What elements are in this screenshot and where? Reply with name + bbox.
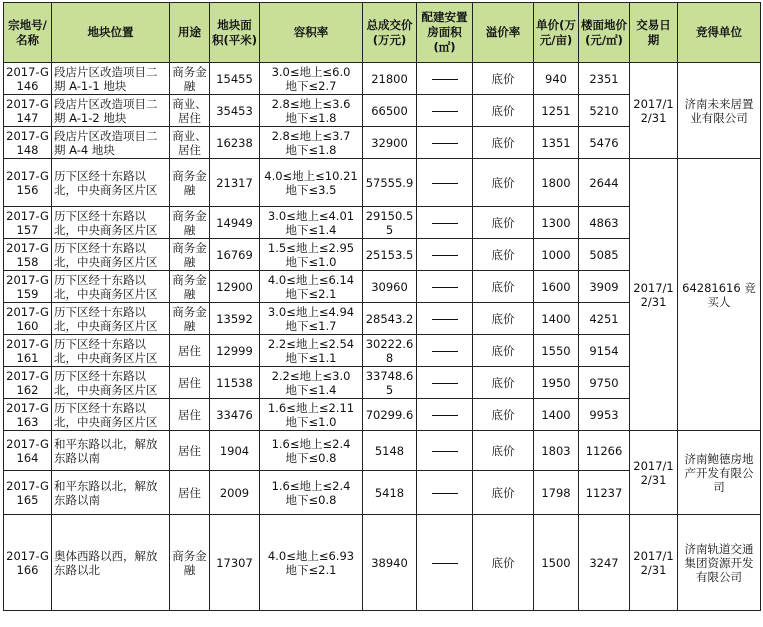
winner-cell: 济南鲍德房地产开发有限公司 xyxy=(678,431,761,515)
total-cell: 38940 xyxy=(363,515,417,611)
empty-dash xyxy=(432,351,458,352)
area-cell: 16238 xyxy=(210,127,260,159)
unit-cell: 1300 xyxy=(534,207,579,239)
far-above-ground: 4.0≤地上≤10.21 xyxy=(264,168,358,183)
id-cell: 2017-G147 xyxy=(4,95,52,127)
loc-cell: 历下区经十东路以北，中央商务区片区 xyxy=(52,207,170,239)
far-cell xyxy=(260,431,363,471)
floor-cell: 2351 xyxy=(579,63,630,95)
far-above-ground: 2.8≤地上≤3.6 xyxy=(271,96,351,111)
loc-cell: 和平东路以北，解放东路以南 xyxy=(52,471,170,515)
header-cell: 交易日期 xyxy=(630,3,678,63)
id-cell: 2017-G162 xyxy=(4,367,52,399)
floor-cell: 3247 xyxy=(579,515,630,611)
empty-dash xyxy=(432,143,458,144)
premium-cell: 底价 xyxy=(473,127,534,159)
header-cell: 楼面地价(元/㎡) xyxy=(579,3,630,63)
use-cell: 商务金融 xyxy=(170,63,210,95)
loc-cell: 段店片区改造项目二期 A-1-2 地块 xyxy=(52,95,170,127)
far-cell xyxy=(260,63,363,95)
resettle-area-cell xyxy=(417,127,473,159)
header-cell: 用途 xyxy=(170,3,210,63)
table-row xyxy=(4,63,761,95)
far-above-ground: 2.8≤地上≤3.7 xyxy=(271,128,351,143)
use-cell: 商务金融 xyxy=(170,303,210,335)
header-cell: 容积率 xyxy=(260,3,363,63)
unit-cell: 1798 xyxy=(534,471,579,515)
far-cell xyxy=(260,95,363,127)
use-cell: 居住 xyxy=(170,367,210,399)
empty-dash xyxy=(432,319,458,320)
far-cell xyxy=(260,335,363,367)
empty-dash xyxy=(432,563,458,564)
total-cell: 57555.9 xyxy=(363,159,417,207)
total-cell: 29150.55 xyxy=(363,207,417,239)
total-cell: 66500 xyxy=(363,95,417,127)
premium-cell: 底价 xyxy=(473,335,534,367)
use-cell: 商务金融 xyxy=(170,159,210,207)
total-cell: 33748.65 xyxy=(363,367,417,399)
far-above-ground: 3.0≤地上≤4.94 xyxy=(267,304,355,319)
resettle-area-cell xyxy=(417,399,473,431)
header-cell: 竞得单位 xyxy=(678,3,761,63)
unit-cell: 1400 xyxy=(534,303,579,335)
table-row xyxy=(4,159,761,207)
far-cell xyxy=(260,367,363,399)
far-cell xyxy=(260,515,363,611)
id-cell: 2017-G161 xyxy=(4,335,52,367)
winner-cell: 64281616 竞买人 xyxy=(678,159,761,431)
use-cell: 商业、居住 xyxy=(170,127,210,159)
far-above-ground: 2.2≤地上≤2.54 xyxy=(267,336,355,351)
id-cell: 2017-G159 xyxy=(4,271,52,303)
unit-cell: 1550 xyxy=(534,335,579,367)
floor-cell: 5085 xyxy=(579,239,630,271)
winner-cell: 济南轨道交通集团资源开发有限公司 xyxy=(678,515,761,611)
premium-cell: 底价 xyxy=(473,515,534,611)
unit-cell: 940 xyxy=(534,63,579,95)
resettle-area-cell xyxy=(417,367,473,399)
header-cell: 单价(万元/亩) xyxy=(534,3,579,63)
id-cell: 2017-G166 xyxy=(4,515,52,611)
unit-cell: 1351 xyxy=(534,127,579,159)
floor-cell: 5476 xyxy=(579,127,630,159)
far-below-ground: 地下≤2.1 xyxy=(285,562,337,577)
floor-cell: 11266 xyxy=(579,431,630,471)
loc-cell: 历下区经十东路以北，中央商务区片区 xyxy=(52,303,170,335)
empty-dash xyxy=(432,415,458,416)
use-cell: 居住 xyxy=(170,399,210,431)
area-cell: 15455 xyxy=(210,63,260,95)
empty-dash xyxy=(432,183,458,184)
far-above-ground: 1.6≤地上≤2.4 xyxy=(271,436,351,451)
id-cell: 2017-G164 xyxy=(4,431,52,471)
resettle-area-cell xyxy=(417,271,473,303)
id-cell: 2017-G157 xyxy=(4,207,52,239)
premium-cell: 底价 xyxy=(473,471,534,515)
unit-cell: 1251 xyxy=(534,95,579,127)
header-cell: 配建安置房面积(㎡) xyxy=(417,3,473,63)
trade-date-cell: 2017/12/31 xyxy=(630,159,678,431)
loc-cell: 历下区经十东路以北，中央商务区片区 xyxy=(52,335,170,367)
far-below-ground: 地下≤2.7 xyxy=(285,78,337,93)
far-above-ground: 1.6≤地上≤2.4 xyxy=(271,478,351,493)
area-cell: 1904 xyxy=(210,431,260,471)
far-cell xyxy=(260,239,363,271)
unit-cell: 1400 xyxy=(534,399,579,431)
empty-dash xyxy=(432,255,458,256)
unit-cell: 1950 xyxy=(534,367,579,399)
floor-cell: 2644 xyxy=(579,159,630,207)
resettle-area-cell xyxy=(417,63,473,95)
far-below-ground: 地下≤1.8 xyxy=(285,142,337,157)
far-below-ground: 地下≤3.5 xyxy=(285,182,337,197)
header-cell: 地块面积(平米) xyxy=(210,3,260,63)
far-cell xyxy=(260,159,363,207)
premium-cell: 底价 xyxy=(473,431,534,471)
unit-cell: 1600 xyxy=(534,271,579,303)
floor-cell: 3909 xyxy=(579,271,630,303)
total-cell: 32900 xyxy=(363,127,417,159)
far-above-ground: 3.0≤地上≤6.0 xyxy=(271,64,351,79)
header-cell: 地块位置 xyxy=(52,3,170,63)
premium-cell: 底价 xyxy=(473,207,534,239)
loc-cell: 段店片区改造项目二期 A-4 地块 xyxy=(52,127,170,159)
area-cell: 12900 xyxy=(210,271,260,303)
premium-cell: 底价 xyxy=(473,367,534,399)
empty-dash xyxy=(432,383,458,384)
far-above-ground: 1.5≤地上≤2.95 xyxy=(267,240,355,255)
unit-cell: 1000 xyxy=(534,239,579,271)
resettle-area-cell xyxy=(417,335,473,367)
use-cell: 商务金融 xyxy=(170,207,210,239)
table-body xyxy=(4,63,761,611)
far-cell xyxy=(260,471,363,515)
total-cell: 21800 xyxy=(363,63,417,95)
far-below-ground: 地下≤0.8 xyxy=(285,450,337,465)
use-cell: 居住 xyxy=(170,471,210,515)
far-below-ground: 地下≤1.7 xyxy=(285,318,337,333)
use-cell: 商务金融 xyxy=(170,515,210,611)
floor-cell: 11237 xyxy=(579,471,630,515)
far-above-ground: 3.0≤地上≤4.01 xyxy=(267,208,355,223)
far-below-ground: 地下≤2.1 xyxy=(285,286,337,301)
loc-cell: 历下区经十东路以北，中央商务区片区 xyxy=(52,159,170,207)
far-below-ground: 地下≤1.0 xyxy=(285,254,337,269)
area-cell: 35453 xyxy=(210,95,260,127)
area-cell: 11538 xyxy=(210,367,260,399)
total-cell: 30960 xyxy=(363,271,417,303)
total-cell: 28543.2 xyxy=(363,303,417,335)
id-cell: 2017-G148 xyxy=(4,127,52,159)
use-cell: 商务金融 xyxy=(170,239,210,271)
far-above-ground: 2.2≤地上≤3.0 xyxy=(271,368,351,383)
id-cell: 2017-G156 xyxy=(4,159,52,207)
loc-cell: 段店片区改造项目二期 A-1-1 地块 xyxy=(52,63,170,95)
area-cell: 2009 xyxy=(210,471,260,515)
far-below-ground: 地下≤1.0 xyxy=(285,414,337,429)
resettle-area-cell xyxy=(417,431,473,471)
far-cell xyxy=(260,207,363,239)
floor-cell: 9154 xyxy=(579,335,630,367)
far-below-ground: 地下≤1.1 xyxy=(285,350,337,365)
winner-cell: 济南未来居置业有限公司 xyxy=(678,63,761,159)
far-below-ground: 地下≤1.4 xyxy=(285,222,337,237)
trade-date-cell: 2017/12/31 xyxy=(630,63,678,159)
id-cell: 2017-G163 xyxy=(4,399,52,431)
far-below-ground: 地下≤1.4 xyxy=(285,382,337,397)
total-cell: 30222.68 xyxy=(363,335,417,367)
empty-dash xyxy=(432,451,458,452)
far-below-ground: 地下≤0.8 xyxy=(285,492,337,507)
area-cell: 17307 xyxy=(210,515,260,611)
floor-cell: 4863 xyxy=(579,207,630,239)
trade-date-cell: 2017/12/31 xyxy=(630,431,678,515)
premium-cell: 底价 xyxy=(473,159,534,207)
table-row xyxy=(4,431,761,471)
unit-cell: 1500 xyxy=(534,515,579,611)
premium-cell: 底价 xyxy=(473,399,534,431)
empty-dash xyxy=(432,79,458,80)
header-cell: 总成交价(万元) xyxy=(363,3,417,63)
area-cell: 12999 xyxy=(210,335,260,367)
area-cell: 33476 xyxy=(210,399,260,431)
premium-cell: 底价 xyxy=(473,239,534,271)
far-above-ground: 4.0≤地上≤6.14 xyxy=(267,272,355,287)
unit-cell: 1803 xyxy=(534,431,579,471)
total-cell: 5418 xyxy=(363,471,417,515)
floor-cell: 5210 xyxy=(579,95,630,127)
empty-dash xyxy=(432,223,458,224)
far-cell xyxy=(260,303,363,335)
far-above-ground: 4.0≤地上≤6.93 xyxy=(267,548,355,563)
floor-cell: 9750 xyxy=(579,367,630,399)
floor-cell: 9953 xyxy=(579,399,630,431)
premium-cell: 底价 xyxy=(473,95,534,127)
far-below-ground: 地下≤1.8 xyxy=(285,110,337,125)
far-cell xyxy=(260,127,363,159)
id-cell: 2017-G165 xyxy=(4,471,52,515)
premium-cell: 底价 xyxy=(473,63,534,95)
resettle-area-cell xyxy=(417,303,473,335)
premium-cell: 底价 xyxy=(473,303,534,335)
total-cell: 25153.5 xyxy=(363,239,417,271)
loc-cell: 历下区经十东路以北，中央商务区片区 xyxy=(52,399,170,431)
far-above-ground: 1.6≤地上≤2.11 xyxy=(267,400,355,415)
resettle-area-cell xyxy=(417,207,473,239)
use-cell: 居住 xyxy=(170,335,210,367)
far-cell xyxy=(260,399,363,431)
resettle-area-cell xyxy=(417,239,473,271)
loc-cell: 奥体西路以西，解放东路以北 xyxy=(52,515,170,611)
table-header-row xyxy=(4,3,761,63)
loc-cell: 历下区经十东路以北，中央商务区片区 xyxy=(52,367,170,399)
empty-dash xyxy=(432,111,458,112)
header-cell: 宗地号/名称 xyxy=(4,3,52,63)
use-cell: 居住 xyxy=(170,431,210,471)
loc-cell: 和平东路以北，解放东路以南 xyxy=(52,431,170,471)
floor-cell: 4251 xyxy=(579,303,630,335)
resettle-area-cell xyxy=(417,159,473,207)
far-cell xyxy=(260,271,363,303)
resettle-area-cell xyxy=(417,95,473,127)
id-cell: 2017-G160 xyxy=(4,303,52,335)
empty-dash xyxy=(432,287,458,288)
empty-dash xyxy=(432,493,458,494)
resettle-area-cell xyxy=(417,515,473,611)
area-cell: 21317 xyxy=(210,159,260,207)
resettle-area-cell xyxy=(417,471,473,515)
use-cell: 商业、居住 xyxy=(170,95,210,127)
loc-cell: 历下区经十东路以北，中央商务区片区 xyxy=(52,271,170,303)
land-transaction-table xyxy=(3,2,761,611)
total-cell: 70299.6 xyxy=(363,399,417,431)
use-cell: 商务金融 xyxy=(170,271,210,303)
trade-date-cell: 2017/12/31 xyxy=(630,515,678,611)
loc-cell: 历下区经十东路以北，中央商务区片区 xyxy=(52,239,170,271)
header-cell: 溢价率 xyxy=(473,3,534,63)
id-cell: 2017-G146 xyxy=(4,63,52,95)
area-cell: 14949 xyxy=(210,207,260,239)
area-cell: 13592 xyxy=(210,303,260,335)
total-cell: 5148 xyxy=(363,431,417,471)
table-row xyxy=(4,515,761,611)
area-cell: 16769 xyxy=(210,239,260,271)
id-cell: 2017-G158 xyxy=(4,239,52,271)
unit-cell: 1800 xyxy=(534,159,579,207)
premium-cell: 底价 xyxy=(473,271,534,303)
